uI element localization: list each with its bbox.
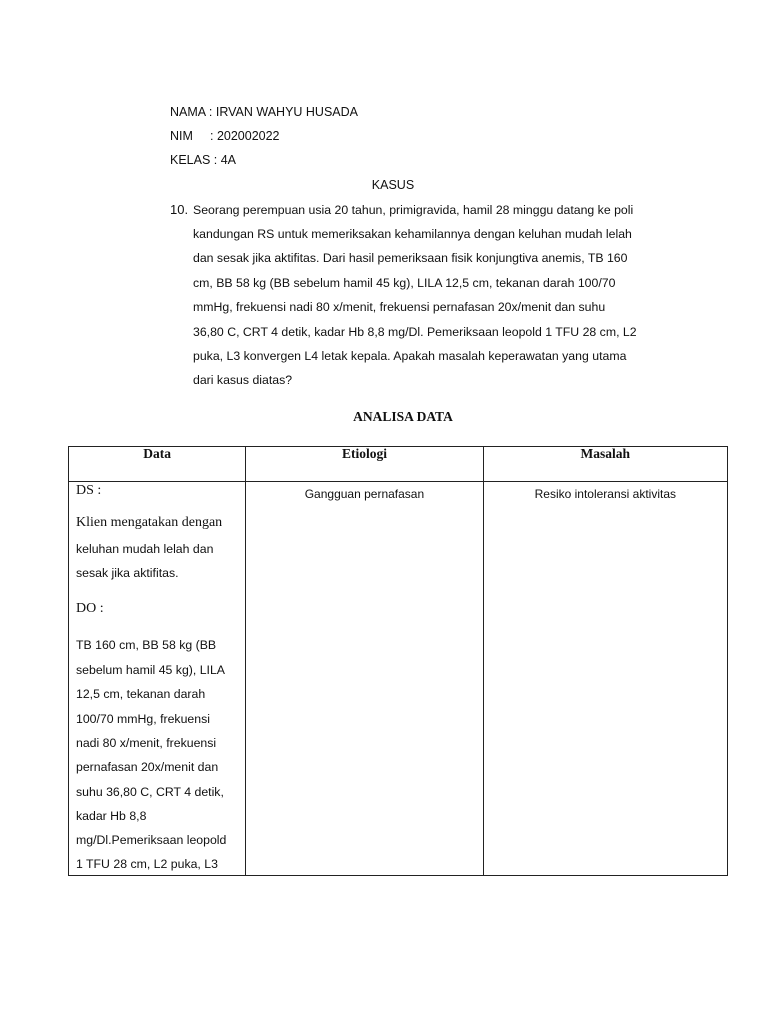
table-row bbox=[69, 482, 728, 876]
etiologi-cell bbox=[246, 482, 483, 876]
do-label: DO : bbox=[76, 601, 104, 616]
data-cell bbox=[69, 482, 246, 876]
ds-line: keluhan mudah lelah dan bbox=[76, 542, 214, 556]
case-text-line: dan sesak jika aktifitas. Dari hasil pemeriksaan fisik konjungtiva anemis, TB 160 bbox=[193, 251, 628, 265]
do-line: 1 TFU 28 cm, L2 puka, L3 bbox=[76, 857, 218, 871]
nim-label: NIM bbox=[170, 129, 193, 143]
do-line: 100/70 mmHg, frekuensi bbox=[76, 712, 210, 726]
etiologi-text: Gangguan pernafasan bbox=[304, 487, 425, 501]
do-line: pernafasan 20x/menit dan bbox=[76, 760, 219, 774]
case-text-line: 36,80 C, CRT 4 detik, kadar Hb 8,8 mg/Dl. Pemeriksaan leopold 1 TFU 28 cm, L2 bbox=[193, 325, 637, 339]
ds-label: DS : bbox=[76, 483, 102, 498]
kasus-title: KASUS bbox=[371, 178, 415, 192]
analisa-title: ANALISA DATA bbox=[353, 409, 453, 424]
case-text-line: mmHg, frekuensi nadi 80 x/menit, frekuensi pernafasan 20x/menit dan suhu bbox=[193, 300, 606, 314]
header-masalah: Masalah bbox=[483, 447, 727, 482]
do-line: suhu 36,80 C, CRT 4 detik, bbox=[76, 785, 224, 799]
do-line: mg/Dl.Pemeriksaan leopold bbox=[76, 833, 227, 847]
header-etiologi: Etiologi bbox=[246, 447, 483, 482]
do-line: kadar Hb 8,8 bbox=[76, 809, 147, 823]
table-header-row bbox=[69, 447, 728, 482]
ds-line: Klien mengatakan dengan bbox=[76, 515, 223, 530]
case-text-line: Seorang perempuan usia 20 tahun, primigravida, hamil 28 minggu datang ke poli bbox=[193, 203, 634, 217]
do-line: TB 160 cm, BB 58 kg (BB bbox=[76, 638, 217, 652]
case-text-line: cm, BB 58 kg (BB sebelum hamil 45 kg), LILA 12,5 cm, tekanan darah 100/70 bbox=[193, 276, 616, 290]
nim-value: : 202002022 bbox=[210, 129, 280, 143]
case-number: 10. bbox=[170, 202, 189, 217]
do-line: nadi 80 x/menit, frekuensi bbox=[76, 736, 217, 750]
header-data: Data bbox=[69, 447, 246, 482]
masalah-cell bbox=[483, 482, 727, 876]
case-text-line: dari kasus diatas? bbox=[193, 373, 293, 387]
masalah-text: Resiko intoleransi aktivitas bbox=[534, 487, 677, 501]
case-text-line: kandungan RS untuk memeriksakan kehamilannya dengan keluhan mudah lelah bbox=[193, 227, 632, 241]
ds-line: sesak jika aktifitas. bbox=[76, 566, 179, 580]
student-name: NAMA : IRVAN WAHYU HUSADA bbox=[170, 105, 358, 119]
do-line: sebelum hamil 45 kg), LILA bbox=[76, 663, 226, 677]
do-line: 12,5 cm, tekanan darah bbox=[76, 687, 206, 701]
analisa-data-table bbox=[68, 446, 728, 876]
student-class: KELAS : 4A bbox=[170, 153, 237, 167]
case-text-line: puka, L3 konvergen L4 letak kepala. Apakah masalah keperawatan yang utama bbox=[193, 349, 627, 363]
